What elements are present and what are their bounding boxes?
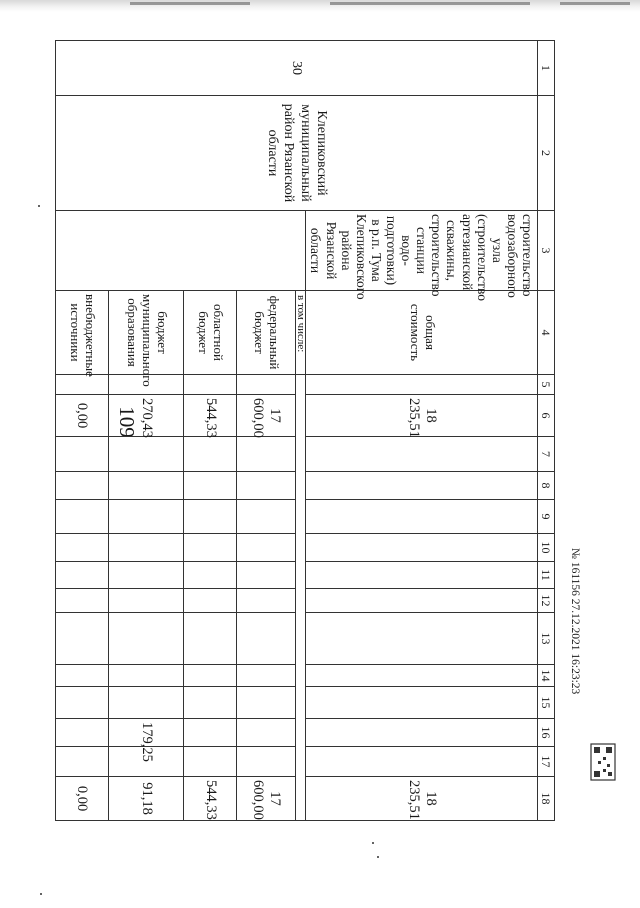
col-number: 14	[538, 665, 555, 687]
value-col16	[184, 719, 237, 747]
value-col16: 179,25	[108, 719, 184, 747]
row-label: федеральный бюджет	[237, 291, 296, 375]
scan-speck	[377, 856, 379, 858]
scan-streak	[330, 2, 530, 5]
registration-stamp: № 161156 27.12.2021 16:23:23	[569, 548, 581, 695]
value-col6: 18 235,51	[306, 395, 538, 437]
value-col18: 544,33	[184, 777, 237, 821]
row-label: областной бюджет	[184, 291, 237, 375]
row-label: бюджет муниципального образования	[108, 291, 184, 375]
row-number-cell: 30	[56, 41, 538, 96]
col-number: 9	[538, 500, 555, 534]
col-number: 15	[538, 687, 555, 719]
value-col6: 17 600,00	[237, 395, 296, 437]
object-name-cell: строительство водозаборного узла (строительство артезианской скважины, строительство станции водо-подготовки) в р.п. Тума Клепиковского района Рязанской области	[306, 211, 538, 291]
col-number: 16	[538, 719, 555, 747]
col-number: 17	[538, 747, 555, 777]
col-number: 13	[538, 613, 555, 665]
col-number: 2	[538, 96, 555, 211]
col-number: 7	[538, 437, 555, 472]
value-col16	[56, 719, 109, 747]
scan-speck	[372, 842, 374, 844]
row-label: общая стоимость	[306, 291, 538, 375]
value-col18: 91,18	[108, 777, 184, 821]
scan-streak	[130, 2, 250, 5]
col-number: 11	[538, 562, 555, 589]
scan-streak	[560, 2, 630, 5]
col-number: 10	[538, 534, 555, 562]
value-col16	[306, 719, 538, 747]
value-col6: 0,00	[56, 395, 109, 437]
budget-table	[55, 40, 555, 820]
row-label: внебюджетные источники	[56, 291, 109, 375]
value-col6: 544,33	[184, 395, 237, 437]
page-number: 109	[115, 406, 139, 438]
document-registry-logo	[589, 742, 617, 782]
scan-speck	[40, 893, 42, 895]
col-number: 1	[538, 41, 555, 96]
col-number: 18	[538, 777, 555, 821]
value-col16	[237, 719, 296, 747]
value-col18: 18 235,51	[306, 777, 538, 821]
col-number: 3	[538, 211, 555, 291]
including-label: в том числе:	[296, 291, 306, 375]
value-col18: 0,00	[56, 777, 109, 821]
value-col6: 270,43	[108, 395, 184, 437]
scan-speck	[38, 205, 40, 207]
organization-cell: Клепиковский муниципальный район Рязанской области	[56, 96, 538, 211]
column-number-row	[538, 41, 555, 821]
col-number: 5	[538, 375, 555, 395]
value-col18: 17 600,00	[237, 777, 296, 821]
scan-edge-shadow	[0, 0, 640, 12]
col-number: 12	[538, 589, 555, 613]
col-number: 6	[538, 395, 555, 437]
col-number: 8	[538, 472, 555, 500]
col-number: 4	[538, 291, 555, 375]
